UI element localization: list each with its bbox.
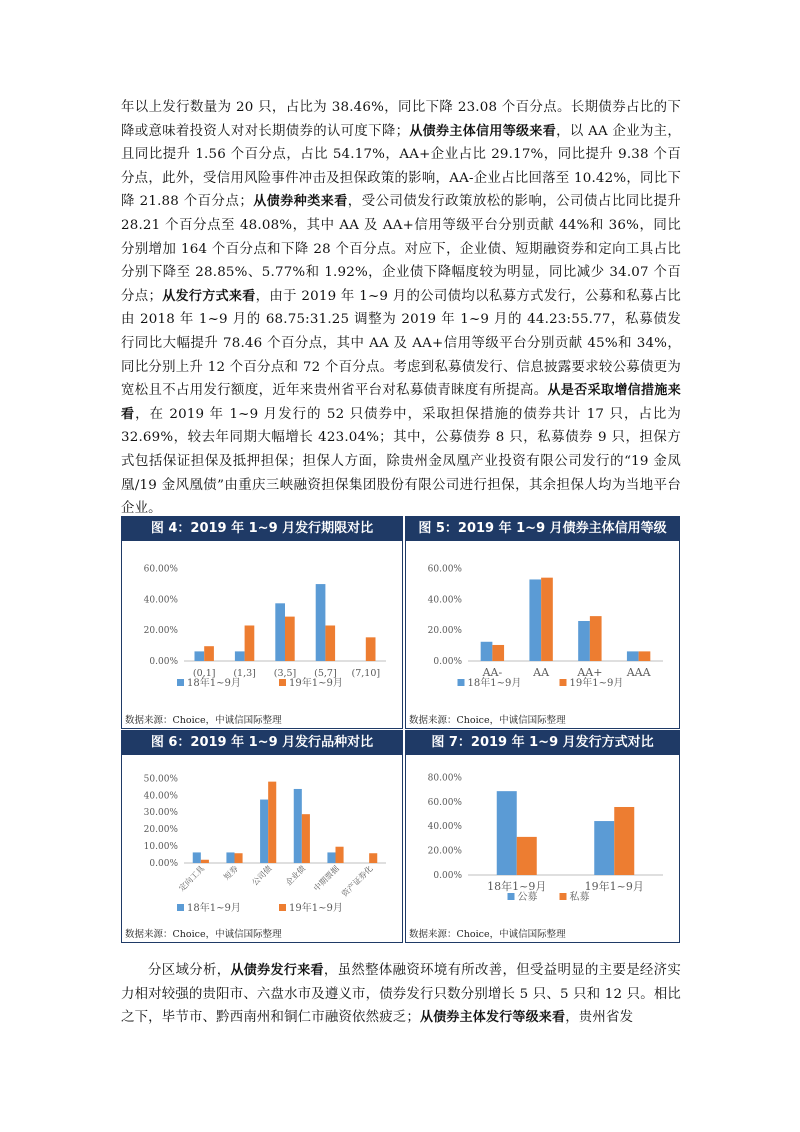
figure-5-source: 数据来源：Choice，中诚信国际整理	[409, 715, 566, 726]
body-paragraph-1	[121, 96, 681, 521]
bar-series-2	[245, 625, 255, 661]
legend-swatch	[560, 679, 567, 686]
text-run: ，受公司债发行政策放松的影响，公司债占比同比提升 28.21 个百分点至 48.08%，其中 AA 及 AA+信用等级平台分别贡献 44%和 36%，同比分别增加 164 个百分点和下降 28 个百分点。对应下，企业债、短期融资券和定向工具占比分别下降至 28.85%、5.77%和 1.92%，企业债下降幅度较为明显，同比减少 34.07 个百分点；	[121, 194, 681, 304]
body-paragraph-2	[121, 959, 681, 1030]
legend-label: 18年1~9月	[187, 903, 241, 914]
bar-series-1	[327, 852, 335, 863]
x-tick-label: 定向工具	[177, 864, 207, 894]
bar-series-1	[316, 584, 326, 661]
bar-series-2	[369, 853, 377, 863]
figure-7-source: 数据来源：Choice，中诚信国际整理	[409, 929, 566, 940]
legend-label: 18年1~9月	[187, 678, 241, 689]
y-tick-label: 40.00%	[143, 595, 178, 606]
bar-series-1	[294, 789, 302, 863]
y-tick-label: 0.00%	[149, 859, 178, 869]
y-tick-label: 0.00%	[149, 657, 178, 667]
text-run: 年以上发行数量为 20 只，占比为 38.46%，同比下降 23.08 个百分点。长期债券占比的下降或意味着投资人对对长期债券的认可度下降；	[121, 100, 681, 139]
x-tick-label: 企业债	[283, 864, 308, 888]
bar-series-2	[235, 853, 243, 863]
bar-series-2	[268, 782, 276, 863]
legend-swatch	[508, 893, 515, 900]
legend-swatch	[279, 904, 286, 911]
bold-phrase: 从债券主体发行等级来看	[420, 1010, 566, 1026]
x-tick-label: 18年1~9月	[487, 880, 547, 893]
y-tick-label: 60.00%	[427, 797, 462, 808]
legend-swatch	[458, 679, 465, 686]
bar-series-2	[325, 625, 335, 661]
bar-series-1	[260, 800, 268, 863]
text-run: 分区域分析，	[148, 963, 231, 978]
x-tick-label: 资产证券化	[339, 864, 375, 899]
figure-4-title: 图 4：2019 年 1~9 月发行期限对比	[122, 517, 402, 541]
y-tick-label: 40.00%	[427, 595, 462, 606]
x-tick-label: (1,3]	[233, 668, 256, 679]
x-tick-label: AA-	[482, 666, 503, 679]
bold-phrase: 从债券主体信用等级来看	[409, 123, 557, 139]
bar-series-1	[594, 821, 614, 875]
x-tick-label: 中期票据	[311, 864, 341, 894]
legend-swatch	[560, 893, 567, 900]
bar-series-2	[639, 651, 651, 661]
bar-series-1	[193, 852, 201, 863]
bar-series-2	[590, 616, 602, 661]
bar-series-1	[578, 621, 590, 661]
y-tick-label: 20.00%	[427, 626, 462, 637]
legend-swatch	[279, 679, 286, 686]
text-run: ，以 AA 企业为主，且同比提升 1.56 个百分点，占比 54.17%，AA+企业占比 29.17%，同比提升 9.38 个百分点，此外，受信用风险事件冲击及担保政策的影响，AA-企业占比回落至 10.42%，同比下降 21.88 个百分点；	[121, 123, 682, 210]
bar-series-2	[302, 814, 310, 863]
bar-series-1	[627, 651, 639, 661]
figure-6	[121, 730, 403, 943]
x-tick-label: AA+	[577, 666, 603, 679]
y-tick-label: 0.00%	[433, 657, 462, 667]
bar-series-1	[481, 642, 493, 661]
bar-series-2	[492, 645, 504, 661]
y-tick-label: 30.00%	[143, 808, 178, 819]
y-tick-label: 40.00%	[427, 822, 462, 833]
bar-series-2	[366, 637, 376, 661]
figure-7	[405, 730, 680, 943]
bar-series-1	[235, 651, 245, 661]
figure-6-chart	[122, 755, 402, 922]
y-tick-label: 20.00%	[143, 825, 178, 836]
figure-4-source: 数据来源：Choice，中诚信国际整理	[125, 715, 282, 726]
bar-series-2	[614, 807, 634, 875]
x-tick-label: (7,10]	[351, 668, 381, 679]
bold-phrase: 从发行方式来看	[162, 288, 256, 304]
x-tick-label: 公司债	[250, 864, 274, 888]
y-tick-label: 60.00%	[143, 564, 178, 575]
text-run: ，虽然整体融资环境有所改善，但受益明显的主要是经济实力相对较强的贵阳市、六盘水市及遵义市，债券发行只数分别增长 5 只、5 只和 12 只。相比之下，毕节市、黔西南州和铜仁市融资依然疲乏；	[121, 963, 682, 1026]
bar-series-2	[517, 837, 537, 875]
legend-swatch	[177, 904, 184, 911]
bar-series-2	[285, 617, 295, 661]
bar-series-1	[226, 852, 234, 863]
figure-5-title: 图 5：2019 年 1~9 月债券主体信用等级	[406, 517, 679, 541]
legend-label: 19年1~9月	[289, 903, 343, 914]
bar-series-2	[201, 860, 209, 863]
y-tick-label: 0.00%	[433, 871, 462, 881]
figure-4	[121, 516, 403, 729]
bar-series-1	[529, 579, 541, 661]
bold-phrase: 从债券发行来看	[230, 963, 324, 978]
bar-series-1	[497, 791, 517, 875]
figure-4-chart	[122, 541, 402, 708]
y-tick-label: 60.00%	[427, 564, 462, 575]
y-tick-label: 80.00%	[427, 773, 462, 784]
x-tick-label: (5,7]	[314, 668, 337, 679]
legend-label: 私募	[569, 892, 590, 903]
figure-6-source: 数据来源：Choice，中诚信国际整理	[125, 929, 282, 940]
figure-7-title: 图 7：2019 年 1~9 月发行方式对比	[406, 731, 679, 755]
bar-series-1	[195, 651, 205, 661]
x-tick-label: 短券	[222, 864, 240, 882]
figure-5	[405, 516, 680, 729]
figure-6-title: 图 6：2019 年 1~9 月发行品种对比	[122, 731, 402, 755]
y-tick-label: 20.00%	[427, 846, 462, 857]
legend-label: 公募	[517, 892, 538, 903]
bar-series-2	[204, 646, 214, 661]
legend-label: 19年1~9月	[569, 678, 624, 689]
x-tick-label: (3,5]	[273, 668, 297, 679]
x-tick-label: AA	[533, 666, 550, 679]
legend-label: 19年1~9月	[289, 678, 343, 689]
text-run: ，由于 2019 年 1~9 月的公司债均以私募方式发行，公募和私募占比由 2018 年 1~9 月的 68.75:31.25 调整为 2019 年 1~9 月的 44.23:55.77，私募债发行同比大幅提升 78.46 个百分点，其中 AA 及 AA+信用等级平台分别贡献 45%和 34%，同比分别上升 12 个百分点和 72 个百分点。考虑到私募债发行、信息披露要求较公募债更为宽松且不占用发行额度，近年来贵州省平台对私募债青睐度有所提高。	[121, 288, 681, 399]
y-tick-label: 10.00%	[143, 842, 178, 853]
x-tick-label: 19年1~9月	[584, 880, 644, 893]
text-run: ，在 2019 年 1~9 月发行的 52 只债券中，采取担保措施的债券共计 17 只，占比为 32.69%，较去年同期大幅增长 423.04%；其中，公募债券 8 只，私募债券 9 只，担保方式包括保证担保及抵押担保；担保人方面，除贵州金凤凰产业投资有限公司发行的“19 金凤凰/19 金风凰债”由重庆三峡融资担保集团股份有限公司进行担保，其余担保人均为当地平台企业。	[121, 406, 681, 517]
x-tick-label: (0,1]	[192, 668, 216, 679]
figure-7-chart	[406, 755, 679, 922]
bar-series-2	[541, 578, 553, 661]
y-tick-label: 20.00%	[143, 626, 178, 637]
legend-label: 18年1~9月	[467, 678, 522, 689]
y-tick-label: 40.00%	[143, 791, 178, 802]
bold-phrase: 从债券种类来看	[252, 194, 348, 210]
y-tick-label: 50.00%	[143, 774, 178, 785]
bold-phrase: 从是否采取增信措施来看	[121, 383, 681, 422]
legend-swatch	[177, 679, 184, 686]
bar-series-1	[275, 603, 285, 661]
figure-5-chart	[406, 541, 679, 708]
x-tick-label: AAA	[626, 666, 651, 679]
text-run: ，贵州省发	[565, 1010, 634, 1026]
bar-series-2	[336, 847, 344, 863]
